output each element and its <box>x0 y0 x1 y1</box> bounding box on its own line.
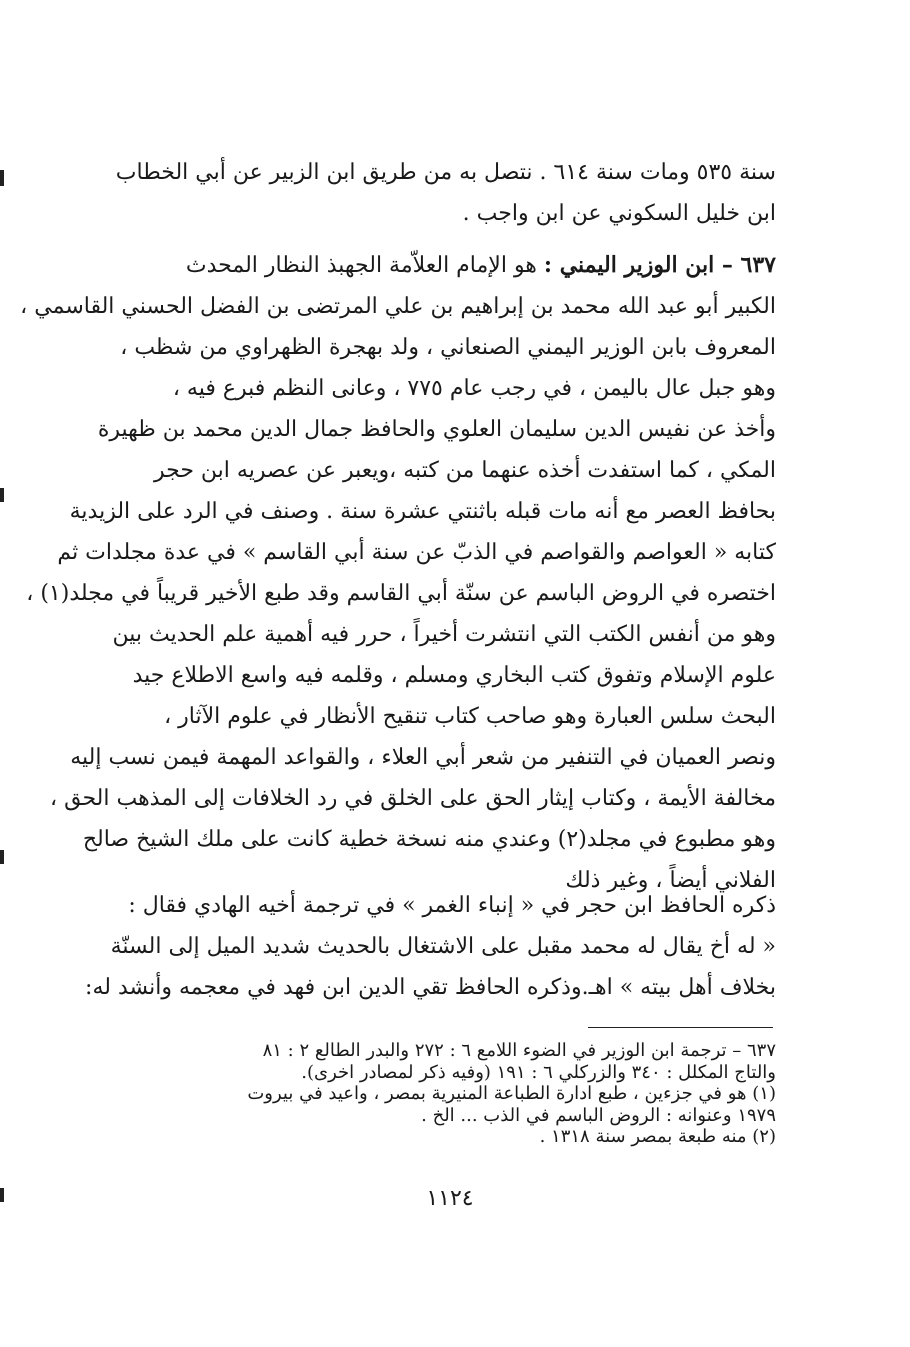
text-line: علوم الإسلام وتفوق كتب البخاري ومسلم ، وقلمه فيه واسع الاطلاع جيد <box>132 663 776 688</box>
footnotes <box>128 1040 776 1148</box>
entry-first-line-text: هو الإمام العلاّمة الجهبذ النظار المحدث <box>185 253 537 278</box>
scan-edge-mark <box>0 1188 4 1202</box>
text-line: كتابه « العواصم والقواصم في الذبّ عن سنة أبي القاسم » في عدة مجلدات ثم <box>57 540 776 565</box>
text-line: ونصر العميان في التنفير من شعر أبي العلاء ، والقواعد المهمة فيمن نسب إليه <box>70 745 776 770</box>
footnote-line: (٢) منه طبعة بمصر سنة ١٣١٨ . <box>539 1126 776 1147</box>
scan-edge-mark <box>0 488 4 502</box>
text-line: وهو من أنفس الكتب التي انتشرت أخيراً ، حرر فيه أهمية علم الحديث بين <box>112 622 776 647</box>
footnote-line: والتاج المكلل : ٣٤٠ والزركلي ٦ : ١٩١ (وفيه ذكر لمصادر اخرى). <box>301 1061 776 1083</box>
text-line: الكبير أبو عبد الله محمد بن إبراهيم بن علي المرتضى بن الفضل الحسني القاسمي ، <box>20 294 776 319</box>
text-line: البحث سلس العبارة وهو صاحب كتاب تنقيح الأنظار في علوم الآثار ، <box>164 704 776 729</box>
footnote-line: ٦٣٧ – ترجمة ابن الوزير في الضوء اللامع ٦ : ٢٧٢ والبدر الطالع ٢ : ٨١ <box>262 1040 776 1061</box>
entry-heading: ٦٣٧ – ابن الوزير اليمني : <box>543 252 776 278</box>
text-line: المكي ، كما استفدت أخذه عنهما من كتبه ،ويعبر عن عصريه ابن حجر <box>154 458 776 483</box>
footnote-line: ١٩٧٩ وعنوانه : الروض الباسم في الذب ... الخ . <box>421 1104 776 1126</box>
text-line: « له أخ يقال له محمد مقبل على الاشتغال بالحديث شديد الميل إلى السنّة <box>110 934 776 959</box>
text-line: سنة ٥٣٥ ومات سنة ٦١٤ . نتصل به من طريق ابن الزبير عن أبي الخطاب <box>115 160 776 185</box>
text-line: وأخذ عن نفيس الدين سليمان العلوي والحافظ جمال الدين محمد بن ظهيرة <box>97 417 776 442</box>
text-line: مخالفة الأيمة ، وكتاب إيثار الحق على الخلق في رد الخلافات إلى المذهب الحق ، <box>50 786 776 811</box>
scan-edge-mark <box>0 170 4 186</box>
text-line: ذكره الحافظ ابن حجر في « إنباء الغمر » في ترجمة أخيه الهادي فقال : <box>128 893 776 918</box>
text-line: ابن خليل السكوني عن ابن واجب . <box>462 201 776 226</box>
footnote-line: (١) هو في جزءين ، طبع ادارة الطباعة المنيرية بمصر ، واعيد في بيروت <box>247 1083 776 1104</box>
text-line: وهو جبل عال باليمن ، في رجب عام ٧٧٥ ، وعانى النظم فبرع فيه ، <box>172 376 776 401</box>
text-line: بخلاف أهل بيته » اهـ.وذكره الحافظ تقي الدين ابن فهد في معجمه وأنشد له: <box>85 975 776 1000</box>
biography-entry <box>20 245 776 901</box>
text-line: اختصره في الروض الباسم عن سنّة أبي القاسم وقد طبع الأخير قريباً في مجلد(١) ، <box>26 581 776 606</box>
page-number: ١١٢٤ <box>426 1186 474 1211</box>
text-line: الفلاني أيضاً ، وغير ذلك <box>565 868 776 893</box>
scan-edge-mark <box>0 850 4 864</box>
footnote-separator <box>588 1027 773 1028</box>
entry-first-line <box>128 245 776 286</box>
text-line: بحافظ العصر مع أنه مات قبله باثنتي عشرة سنة . وصنف في الرد على الزيدية <box>69 499 776 524</box>
quotation-paragraph <box>85 885 776 1008</box>
continuation-paragraph <box>115 152 776 234</box>
text-line: وهو مطبوع في مجلد(٢) وعندي منه نسخة خطية كانت على ملك الشيخ صالح <box>82 827 776 852</box>
text-line: المعروف بابن الوزير اليمني الصنعاني ، ولد بهجرة الظهراوي من شظب ، <box>120 335 776 360</box>
